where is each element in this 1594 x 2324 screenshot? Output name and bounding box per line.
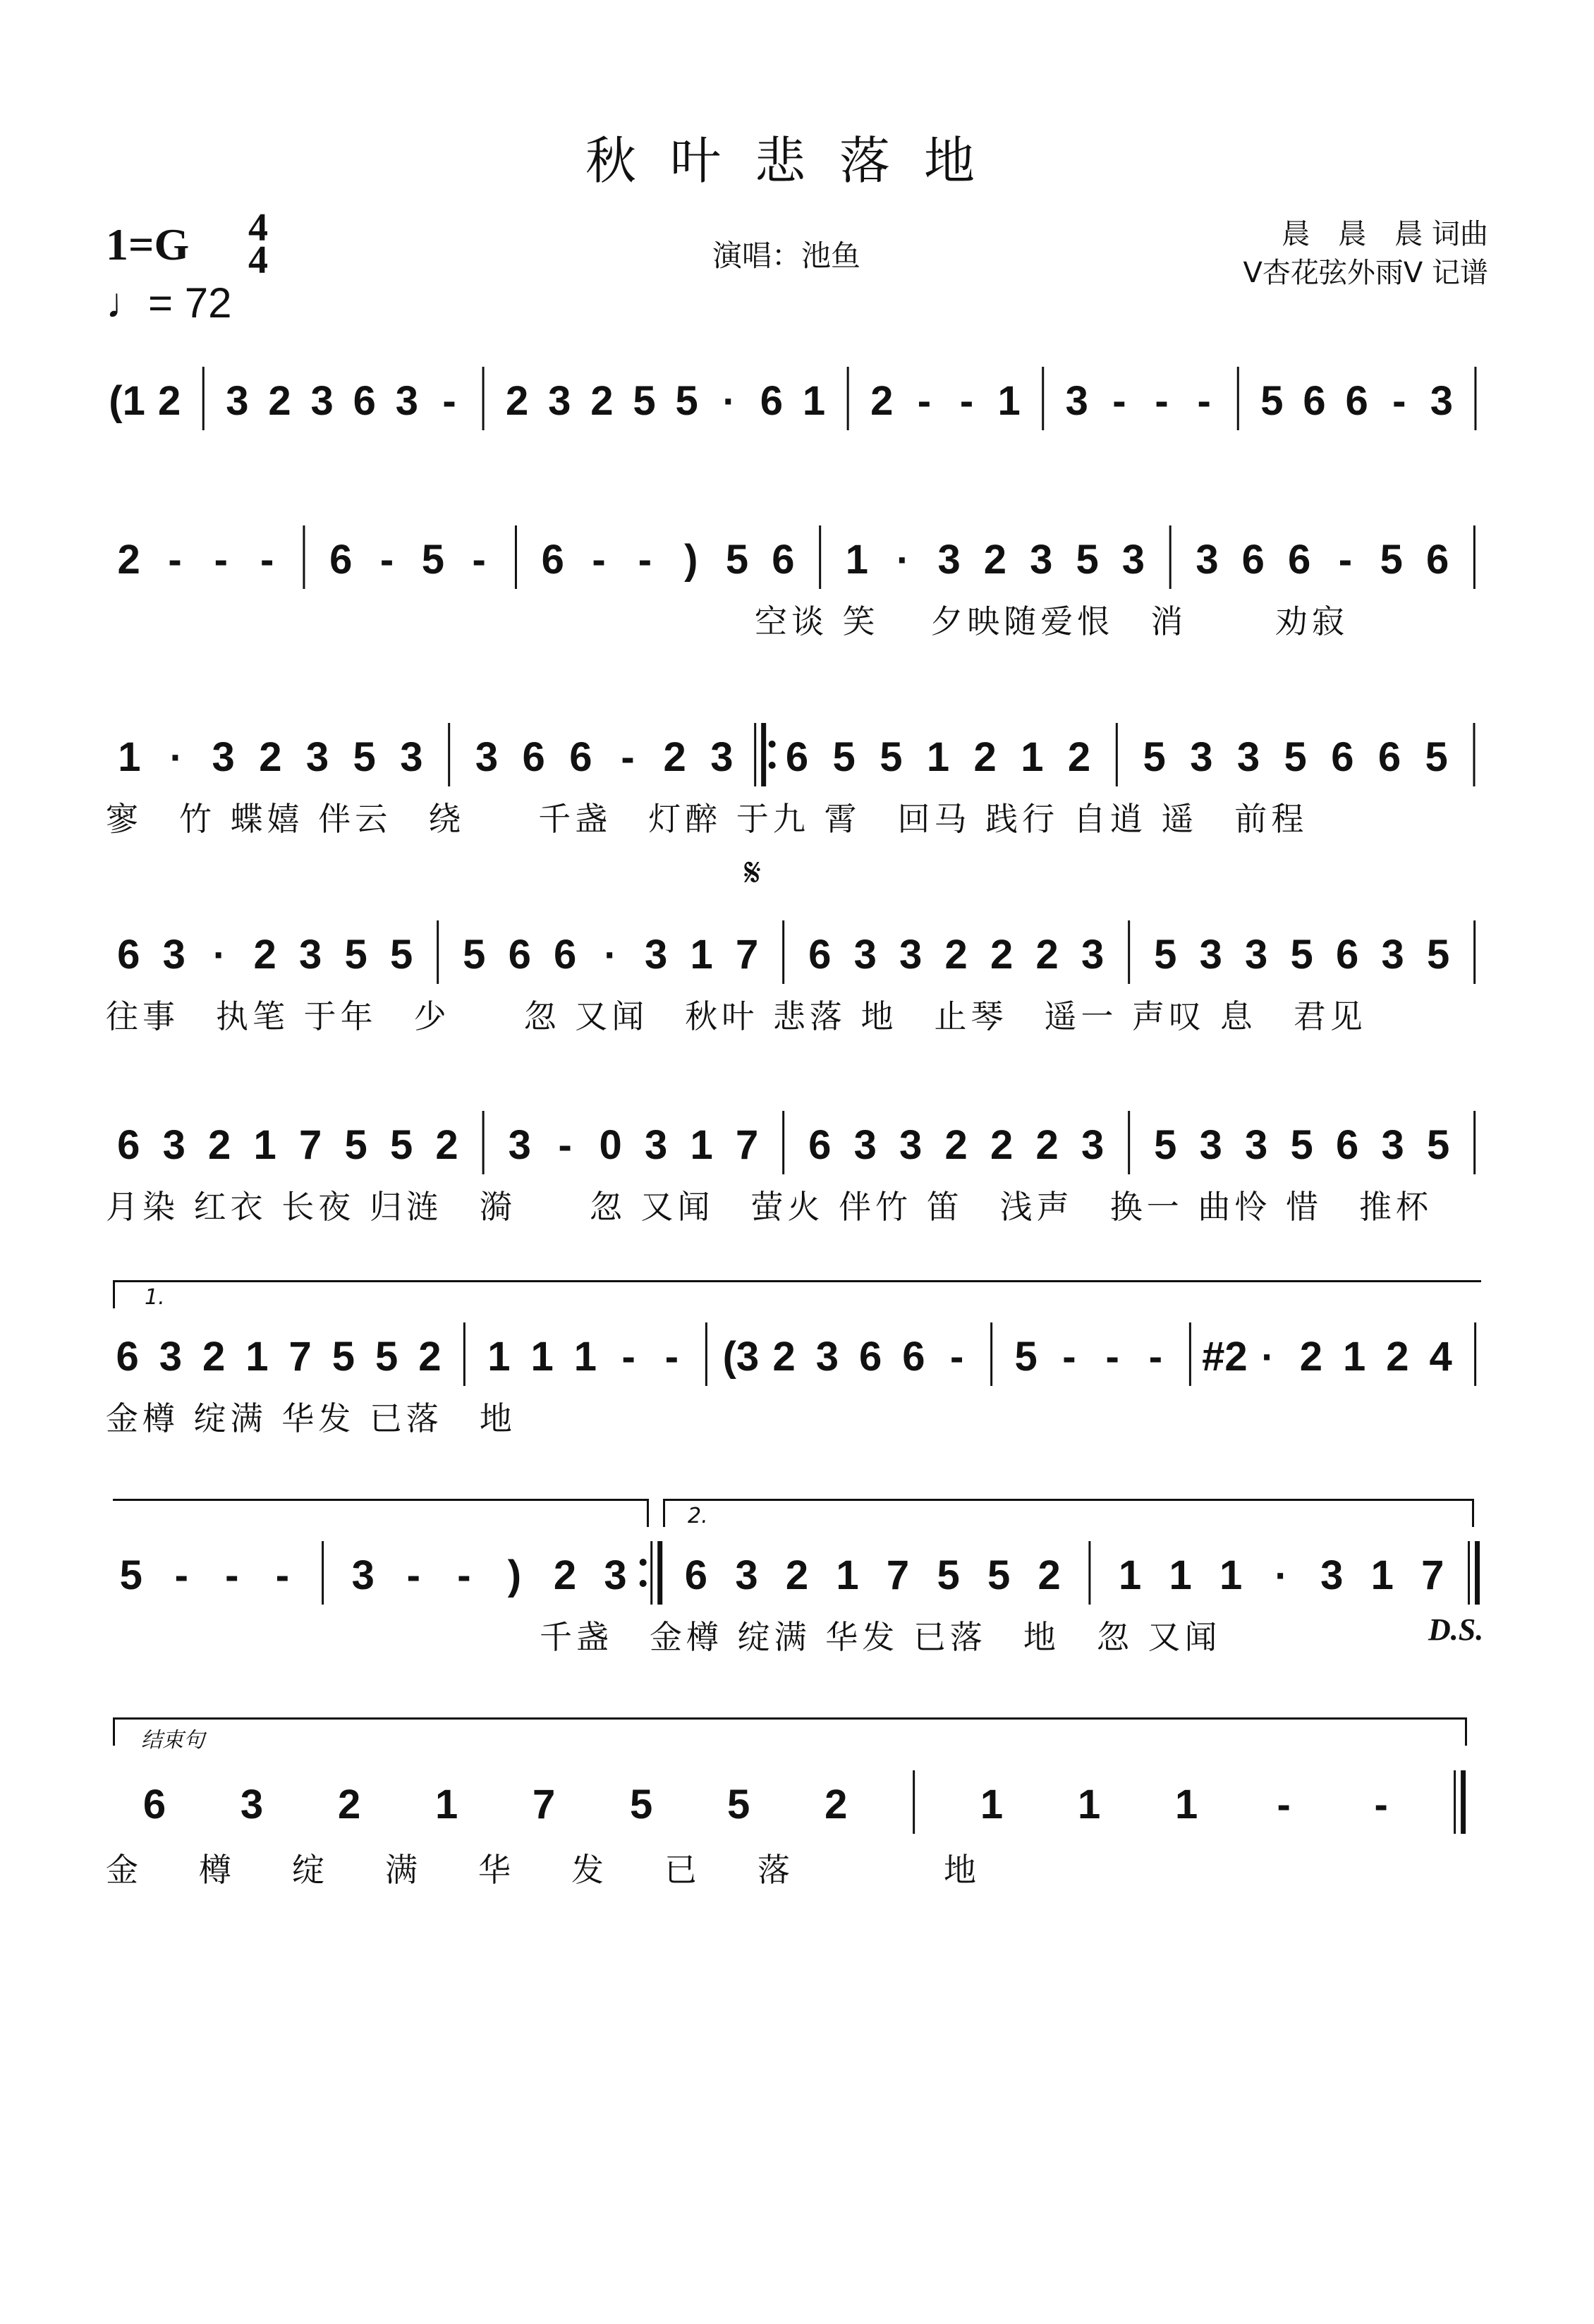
- note: 5: [1014, 1334, 1038, 1380]
- note: 5: [727, 1782, 750, 1827]
- note: 3: [1381, 932, 1404, 978]
- note: 2: [990, 1122, 1014, 1168]
- note: 3: [1196, 537, 1219, 583]
- note: 3: [475, 734, 499, 780]
- lyrics-row-4: 往事 执笔 于年 少 忽 又闻 秋叶 悲落 地 止琴 遥一 声叹 息 君见: [106, 997, 1367, 1035]
- note: 3: [1236, 734, 1260, 780]
- note: 1: [1077, 1782, 1101, 1827]
- note: 1: [245, 1334, 269, 1380]
- note: 5: [1154, 1122, 1177, 1168]
- row-1-notation: [106, 360, 1488, 437]
- note: 6: [569, 734, 592, 780]
- note: 3: [240, 1782, 264, 1827]
- note: 3: [226, 378, 249, 424]
- row-3-notation: [106, 716, 1488, 793]
- note: 3: [310, 378, 334, 424]
- note: 2: [825, 1782, 848, 1827]
- note: 1: [1118, 1552, 1142, 1598]
- dash-extension: -: [1338, 537, 1353, 583]
- note: 5: [1290, 1122, 1313, 1168]
- note: 3: [1245, 932, 1268, 978]
- volta-1-bracket: [113, 1280, 1481, 1282]
- row-8-notation: [106, 1763, 1488, 1841]
- staff-row-5: [106, 1104, 1488, 1181]
- row-4-notation: [106, 913, 1488, 991]
- note: 3: [305, 734, 329, 780]
- lyrics-row-7: 千盏 金樽 绽满 华发 已落 地 忽 又闻: [540, 1618, 1222, 1656]
- dash-extension: -: [558, 1122, 572, 1168]
- note: 1: [690, 1122, 713, 1168]
- note: 2: [435, 1122, 458, 1168]
- staff-row-8: [106, 1763, 1488, 1841]
- volta-2-bracket: [663, 1499, 1474, 1501]
- note: 5: [421, 537, 444, 583]
- augmentation-dot: ·: [896, 537, 910, 582]
- note: 6: [808, 932, 832, 978]
- note: 1: [1370, 1552, 1394, 1598]
- note: 6: [785, 734, 809, 780]
- song-title: 秋叶悲落地: [585, 131, 1009, 190]
- repeat-dot: [769, 741, 776, 748]
- note: 1: [573, 1334, 597, 1380]
- note: 6: [1377, 734, 1401, 780]
- note: 3: [853, 932, 877, 978]
- note: 3: [815, 1334, 839, 1380]
- note: 6: [684, 1552, 708, 1598]
- note: 1: [1021, 734, 1044, 780]
- segno-sign: 𝄋: [744, 850, 762, 896]
- note: 1: [997, 378, 1021, 424]
- dash-extension: -: [275, 1552, 290, 1598]
- note: 7: [735, 1122, 759, 1168]
- note: 1: [1169, 1552, 1192, 1598]
- note: 3: [298, 932, 322, 978]
- note: 3: [1320, 1552, 1344, 1598]
- transcriber-credit: V杏花弦外雨V 记谱: [1243, 257, 1488, 289]
- note: 2: [337, 1782, 361, 1827]
- volta-1-bracket-cont: [113, 1499, 649, 1501]
- note: 3: [1081, 1122, 1105, 1168]
- ending-end-tick: [1465, 1717, 1467, 1746]
- note: 3: [710, 734, 734, 780]
- dash-extension: -: [1392, 378, 1406, 424]
- repeat-dot: [769, 762, 776, 769]
- note: 5: [119, 1552, 142, 1598]
- note: 1: [1342, 1334, 1366, 1380]
- note: 6: [508, 932, 531, 978]
- note: 6: [117, 1122, 140, 1168]
- note: 6: [1303, 378, 1326, 424]
- note: 3: [735, 1552, 758, 1598]
- note: 6: [1335, 932, 1359, 978]
- ending-tick: [113, 1717, 115, 1746]
- dash-extension: -: [959, 378, 974, 424]
- dash-extension: -: [592, 537, 606, 583]
- lyrics-row-8: 金 樽 绽 满 华 发 已 落 地: [106, 1851, 990, 1889]
- staff-row-3: [106, 716, 1488, 793]
- note: 2: [944, 1122, 968, 1168]
- tempo-marking: ♩= 72: [106, 279, 232, 327]
- meter-bottom: 4: [248, 238, 268, 282]
- note: 2: [117, 537, 140, 583]
- note: 5: [880, 734, 903, 780]
- note: 1: [802, 378, 826, 424]
- note: ): [684, 537, 698, 583]
- dash-extension: -: [1105, 1334, 1119, 1380]
- note: 7: [886, 1552, 910, 1598]
- note: 3: [162, 932, 185, 978]
- note: 2: [418, 1334, 442, 1380]
- note: 2: [259, 734, 282, 780]
- note: 6: [541, 537, 564, 583]
- note: 2: [1035, 1122, 1059, 1168]
- note: 2: [1038, 1552, 1061, 1598]
- note: 7: [1421, 1552, 1444, 1598]
- augmentation-dot: ·: [169, 735, 183, 779]
- note: 5: [675, 378, 698, 424]
- dash-extension: -: [638, 537, 652, 583]
- note: 3: [604, 1552, 627, 1598]
- note: 6: [554, 932, 577, 978]
- note: 5: [331, 1334, 355, 1380]
- note: 1: [530, 1334, 554, 1380]
- dash-extension: -: [174, 1552, 188, 1598]
- note: 0: [599, 1122, 622, 1168]
- note: 1: [926, 734, 950, 780]
- volta-1-tick: [113, 1280, 115, 1308]
- dash-extension: -: [664, 1334, 679, 1380]
- note: 5: [1290, 932, 1313, 978]
- dash-extension: -: [1112, 378, 1126, 424]
- note: 3: [212, 734, 235, 780]
- note: 2: [663, 734, 686, 780]
- note: 6: [1345, 378, 1368, 424]
- note: (3: [722, 1334, 760, 1380]
- note: 3: [508, 1122, 531, 1168]
- note: 3: [937, 537, 961, 583]
- augmentation-dot: ·: [212, 932, 226, 977]
- meter-top: 4: [248, 206, 268, 250]
- augmentation-dot: ·: [1274, 1553, 1289, 1598]
- dash-extension: -: [442, 378, 456, 424]
- note: 2: [990, 932, 1014, 978]
- dash-extension: -: [621, 1334, 635, 1380]
- note: 3: [1199, 1122, 1222, 1168]
- row-5-notation: [106, 1104, 1488, 1181]
- ending-label: 结束句: [141, 1728, 205, 1753]
- dash-extension: -: [472, 537, 486, 583]
- note: 2: [590, 378, 614, 424]
- volta-2-label: 2.: [688, 1504, 708, 1528]
- dash-extension: -: [406, 1552, 421, 1598]
- time-signature: [248, 206, 268, 282]
- note: 5: [633, 378, 656, 424]
- note: 1: [253, 1122, 276, 1168]
- note: 3: [644, 932, 668, 978]
- dash-extension: -: [457, 1552, 471, 1598]
- note: 6: [329, 537, 353, 583]
- note: 3: [1245, 1122, 1268, 1168]
- augmentation-dot: ·: [1261, 1334, 1274, 1379]
- note: 5: [630, 1782, 653, 1827]
- volta-2-end-tick: [1472, 1499, 1474, 1527]
- note: 3: [1030, 537, 1053, 583]
- note: 3: [548, 378, 571, 424]
- note: 6: [1288, 537, 1311, 583]
- note: 2: [772, 1334, 796, 1380]
- note: 3: [351, 1552, 375, 1598]
- note: 6: [858, 1334, 882, 1380]
- note: 6: [522, 734, 545, 780]
- note: 6: [1335, 1122, 1359, 1168]
- note: 3: [644, 1122, 668, 1168]
- dash-extension: -: [917, 378, 932, 424]
- note: 5: [1154, 932, 1177, 978]
- note: 2: [553, 1552, 577, 1598]
- dash-extension: -: [168, 537, 182, 583]
- note: 4: [1429, 1334, 1452, 1380]
- staff-row-7: [106, 1534, 1488, 1612]
- note: 1: [836, 1552, 859, 1598]
- note: 1: [487, 1334, 511, 1380]
- note: 5: [375, 1334, 399, 1380]
- note: 1: [690, 932, 713, 978]
- note: (1: [109, 378, 145, 424]
- volta-1-label: 1.: [145, 1285, 165, 1310]
- note: 5: [1260, 378, 1284, 424]
- note: 6: [808, 1122, 832, 1168]
- dash-extension: -: [1062, 1334, 1076, 1380]
- note: 5: [344, 1122, 367, 1168]
- staff-row-4: [106, 913, 1488, 991]
- note: 3: [1081, 932, 1105, 978]
- note: 3: [853, 1122, 877, 1168]
- volta-2-tick: [663, 1499, 665, 1527]
- dash-extension: -: [1277, 1782, 1291, 1827]
- augmentation-dot: ·: [722, 379, 736, 423]
- dash-extension: -: [1374, 1782, 1388, 1827]
- note: 6: [1241, 537, 1265, 583]
- note: 5: [1284, 734, 1307, 780]
- dash-extension: -: [214, 537, 228, 583]
- repeat-dot: [640, 1580, 647, 1587]
- note: 6: [1331, 734, 1354, 780]
- note: 2: [870, 378, 894, 424]
- augmentation-dot: ·: [604, 932, 617, 977]
- note: 2: [208, 1122, 231, 1168]
- note: 1: [434, 1782, 458, 1827]
- note: 6: [142, 1782, 166, 1827]
- staff-row-6: [106, 1315, 1488, 1393]
- ending-bracket: [113, 1717, 1467, 1720]
- singer-credit: 演唱：池鱼: [712, 238, 861, 273]
- note: 6: [902, 1334, 925, 1380]
- note: 3: [395, 378, 419, 424]
- note: 2: [973, 734, 997, 780]
- ds-marking: D.S.: [1428, 1612, 1484, 1647]
- key-signature: 1=G: [106, 219, 190, 269]
- lyrics-row-3: 寥 竹 蝶嬉 伴云 绕 千盏 灯醉 于九 霄 回马 践行 自逍 遥 前程: [106, 800, 1308, 838]
- staff-row-1: [106, 360, 1488, 437]
- note: 6: [353, 378, 376, 424]
- lyrics-row-6: 金樽 绽满 华发 已落 地: [106, 1399, 516, 1437]
- note: 3: [1381, 1122, 1404, 1168]
- dash-extension: -: [225, 1552, 239, 1598]
- note: ): [507, 1552, 522, 1598]
- note: 5: [463, 932, 486, 978]
- note: 5: [1380, 537, 1403, 583]
- note: 6: [116, 1334, 139, 1380]
- note: 5: [389, 1122, 413, 1168]
- note: 6: [772, 537, 795, 583]
- note: 2: [506, 378, 529, 424]
- dash-extension: -: [260, 537, 274, 583]
- note: 1: [980, 1782, 1004, 1827]
- note: 6: [117, 932, 140, 978]
- note: 7: [298, 1122, 322, 1168]
- note: 7: [735, 932, 759, 978]
- lyricist-credit: 晨 晨 晨 词曲: [1282, 218, 1488, 250]
- note: 2: [1386, 1334, 1409, 1380]
- note: 2: [253, 932, 276, 978]
- staff-row-2: [106, 518, 1488, 596]
- note: 5: [1426, 932, 1450, 978]
- note: 3: [899, 1122, 923, 1168]
- note: #2: [1202, 1334, 1248, 1380]
- note: 2: [1299, 1334, 1323, 1380]
- note: 7: [532, 1782, 556, 1827]
- note: 3: [1190, 734, 1213, 780]
- note: 3: [162, 1122, 185, 1168]
- note: 2: [944, 932, 968, 978]
- note: 3: [899, 932, 923, 978]
- volta-1-end-tick: [647, 1499, 649, 1527]
- row-6-notation: [106, 1315, 1488, 1393]
- note: 3: [400, 734, 423, 780]
- note: 2: [268, 378, 291, 424]
- note: 2: [1035, 932, 1059, 978]
- note: 5: [1143, 734, 1166, 780]
- note: 5: [1425, 734, 1448, 780]
- note: 5: [725, 537, 749, 583]
- note: 2: [158, 378, 181, 424]
- note: 7: [288, 1334, 312, 1380]
- repeat-dot: [640, 1559, 647, 1566]
- row-7-notation: [106, 1534, 1488, 1612]
- note: 1: [1174, 1782, 1198, 1827]
- note: 5: [832, 734, 856, 780]
- note: 5: [1076, 537, 1099, 583]
- dash-extension: -: [621, 734, 635, 780]
- note: 1: [118, 734, 141, 780]
- note: 3: [1065, 378, 1088, 424]
- dash-extension: -: [1155, 378, 1169, 424]
- dash-extension: -: [1148, 1334, 1163, 1380]
- note: 3: [1199, 932, 1222, 978]
- note: 2: [202, 1334, 226, 1380]
- lyrics-row-5: 月染 红衣 长夜 归涟 漪 忽 又闻 萤火 伴竹 笛 浅声 换一 曲怜 惜 推杯: [106, 1188, 1432, 1226]
- row-2-notation: [106, 518, 1488, 596]
- note: 5: [353, 734, 376, 780]
- note: 5: [344, 932, 367, 978]
- note: 6: [1426, 537, 1449, 583]
- note: 3: [1430, 378, 1453, 424]
- note: 1: [845, 537, 869, 583]
- note: 5: [389, 932, 413, 978]
- note: 3: [1121, 537, 1145, 583]
- note: 5: [987, 1552, 1011, 1598]
- note: 5: [1426, 1122, 1450, 1168]
- dash-extension: -: [1197, 378, 1211, 424]
- note: 2: [785, 1552, 809, 1598]
- dash-extension: -: [949, 1334, 964, 1380]
- note: 6: [760, 378, 784, 424]
- lyrics-row-2: 空谈 笑 夕映随爱恨 消 劝寂: [755, 602, 1349, 640]
- note: 2: [983, 537, 1007, 583]
- note: 3: [159, 1334, 183, 1380]
- note: 5: [937, 1552, 960, 1598]
- dash-extension: -: [379, 537, 394, 583]
- note: 1: [1219, 1552, 1243, 1598]
- note: 2: [1067, 734, 1091, 780]
